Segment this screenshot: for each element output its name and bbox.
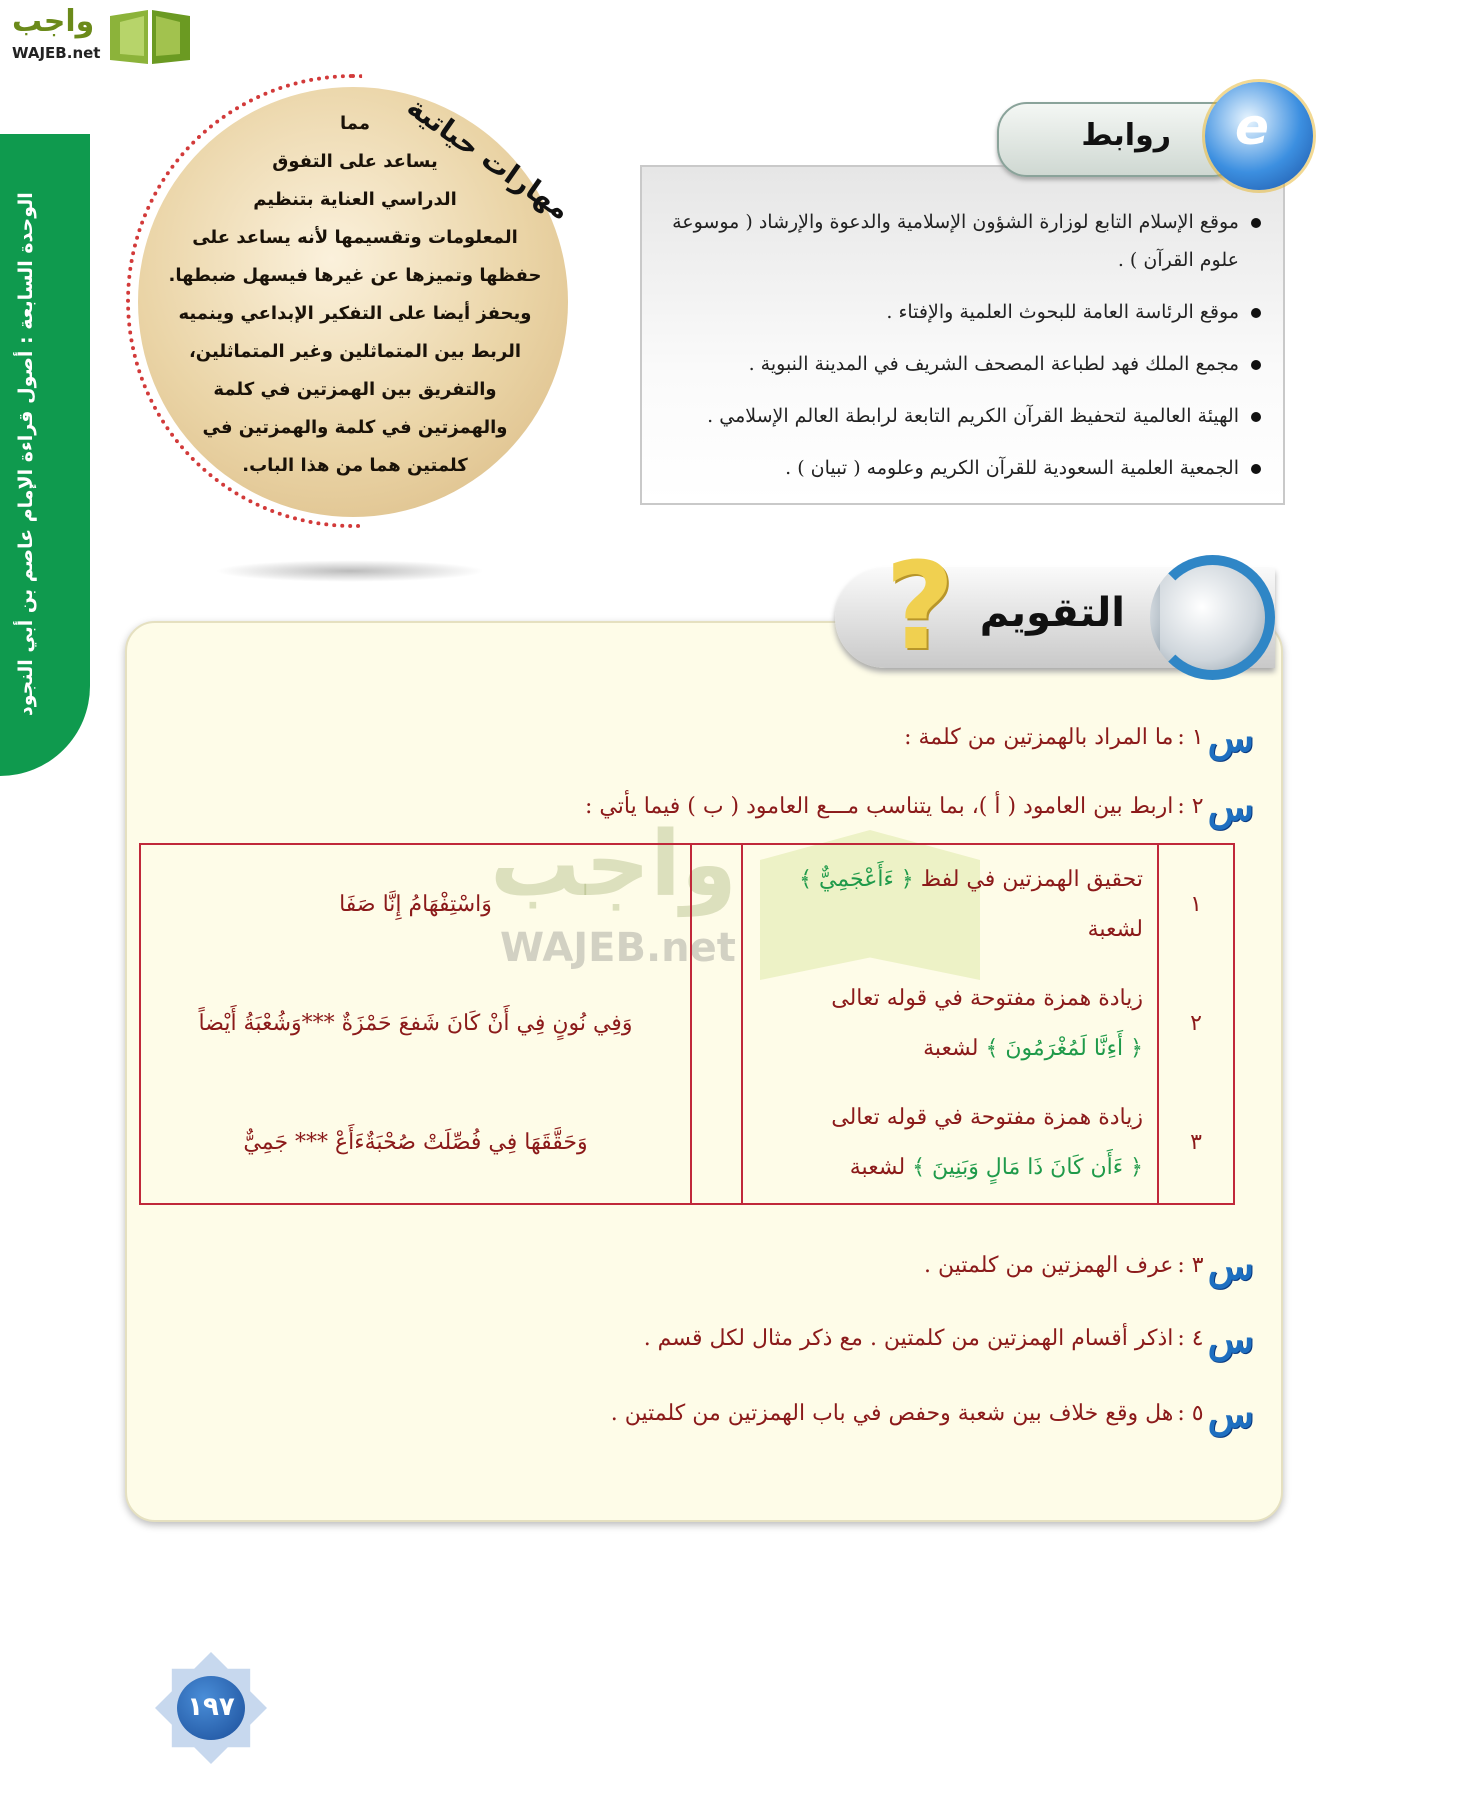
question-5	[611, 1391, 1254, 1436]
skills-line: والهمزتين في كلمة والهمزتين في	[202, 417, 508, 438]
question-badge-icon: س	[1207, 715, 1254, 760]
book-icon	[108, 8, 192, 66]
link-item[interactable]: مجمع الملك فهد لطباعة المصحف الشريف في المدينة النبوية .	[660, 345, 1261, 383]
row-number: ١	[1158, 844, 1234, 964]
question-3	[924, 1243, 1254, 1288]
evaluation-title: التقويم	[979, 590, 1125, 636]
matching-table	[139, 843, 1235, 1205]
column-a-cell	[742, 844, 1158, 964]
table-row	[140, 964, 1234, 1083]
skills-line: والتفريق بين الهمزتين في كلمة	[213, 379, 497, 400]
question-badge-icon: س	[1207, 1243, 1254, 1288]
cell-text: زيادة همزة مفتوحة في قوله تعالى	[831, 985, 1143, 1011]
cell-text: لشعبة	[1087, 916, 1143, 942]
column-a-cell	[742, 964, 1158, 1083]
life-skills-title: مهارات حياتية	[401, 90, 577, 227]
internet-globe-icon: e	[1205, 82, 1313, 190]
refresh-arrow-icon	[1150, 555, 1275, 680]
column-b-cell: وَاسْتِفْهَامُ إِنَّا صَفَا	[140, 844, 691, 964]
question-number: ٤ :	[1177, 1326, 1204, 1351]
question-text: اربط بين العامود ( أ )، بما يتناسب مـــع العامود ( ب ) فيما يأتي :	[585, 794, 1174, 819]
circle-shadow	[215, 560, 485, 582]
table-row	[140, 844, 1234, 964]
quran-quote: ﴿ ءَأَن كَانَ ذَا مَالٍ وَبَنِينَ ﴾	[912, 1155, 1143, 1181]
page-number: ١٩٧	[177, 1676, 245, 1740]
question-badge-icon: س	[1207, 1391, 1254, 1436]
link-item[interactable]: موقع الرئاسة العامة للبحوث العلمية والإفتاء .	[660, 293, 1261, 331]
table-row	[140, 1084, 1234, 1204]
skills-line: مما	[340, 113, 370, 134]
skills-line: الدراسي العناية بتنظيم	[253, 189, 457, 210]
quran-quote: ﴿ أَءِنَّا لَمُغْرَمُونَ ﴾	[985, 1035, 1143, 1061]
logo-arabic: واجب	[12, 4, 95, 39]
answer-cell[interactable]	[691, 1084, 742, 1204]
question-text: هل وقع خلاف بين شعبة وحفص في باب الهمزتين من كلمتين .	[610, 1401, 1174, 1426]
question-4	[644, 1316, 1254, 1361]
unit-title: الوحدة السابعة : أصول قراءة الإمام عاصم بن أبي النجود	[15, 192, 37, 716]
question-2	[585, 784, 1254, 829]
row-number: ٣	[1158, 1084, 1234, 1204]
question-1	[904, 715, 1254, 760]
watermark-latin: WAJEB.net	[500, 925, 736, 971]
unit-sidebar	[0, 134, 90, 776]
column-b-cell: وَفِي نُونٍ فِي أَنْ كَانَ شَفعَ حَمْزَةٌ ***وَشُعْبَةُ أَيْضاً	[140, 964, 691, 1083]
logo-latin: WAJEB.net	[12, 44, 101, 62]
question-text: ما المراد بالهمزتين من كلمة :	[904, 725, 1174, 750]
answer-cell[interactable]	[691, 964, 742, 1083]
cell-text: لشعبة	[923, 1035, 979, 1061]
skills-line: المعلومات وتقسيمها لأنه يساعد على	[192, 227, 518, 248]
skills-line: ويحفز أيضا على التفكير الإبداعي وينميه	[178, 303, 532, 324]
life-skills-text	[150, 105, 560, 485]
column-a-cell	[742, 1084, 1158, 1204]
links-box	[640, 165, 1285, 505]
row-number: ٢	[1158, 964, 1234, 1083]
question-badge-icon: س	[1207, 784, 1254, 829]
skills-line: يساعد على التفوق	[272, 151, 438, 172]
skills-line: حفظها وتميزها عن غيرها فيسهل ضبطها.	[168, 265, 542, 286]
question-text: اذكر أقسام الهمزتين من كلمتين . مع ذكر مثال لكل قسم .	[643, 1326, 1174, 1351]
links-list	[642, 167, 1283, 487]
cell-text: زيادة همزة مفتوحة في قوله تعالى	[831, 1105, 1143, 1131]
cell-text: تحقيق الهمزتين في لفظ	[920, 866, 1143, 892]
column-b-cell: وَحَقَّقَهَا فِي فُصِّلَتْ صُحْبَةٌءَأَعْ *** جَمِيٌّ	[140, 1084, 691, 1204]
quran-quote: ﴿ ءَأَعْجَمِيٌّ ﴾	[799, 866, 914, 892]
link-item[interactable]: الجمعية العلمية السعودية للقرآن الكريم وعلومه ( تبيان ) .	[660, 449, 1261, 487]
skills-line: الربط بين المتماثلين وغير المتماثلين،	[188, 341, 522, 362]
question-number: ٥ :	[1177, 1401, 1204, 1426]
question-number: ١ :	[1177, 725, 1204, 750]
skills-line: كلمتين هما من هذا الباب.	[242, 455, 468, 476]
link-item[interactable]: الهيئة العالمية لتحفيظ القرآن الكريم التابعة لرابطة العالم الإسلامي .	[660, 397, 1261, 435]
link-item[interactable]: موقع الإسلام التابع لوزارة الشؤون الإسلامية والدعوة والإرشاد ( موسوعة علوم القرآن ) .	[660, 203, 1261, 279]
watermark-arabic: واجب	[490, 812, 737, 917]
question-number: ٢ :	[1177, 794, 1204, 819]
question-text: عرف الهمزتين من كلمتين .	[923, 1253, 1174, 1278]
cell-text: لشعبة	[849, 1155, 906, 1181]
question-mark-icon: ?	[885, 538, 955, 677]
answer-cell[interactable]	[691, 844, 742, 964]
question-badge-icon: س	[1207, 1316, 1254, 1361]
wajeb-logo	[8, 4, 193, 70]
links-title: روابط	[1081, 118, 1171, 153]
question-number: ٣ :	[1177, 1253, 1204, 1278]
